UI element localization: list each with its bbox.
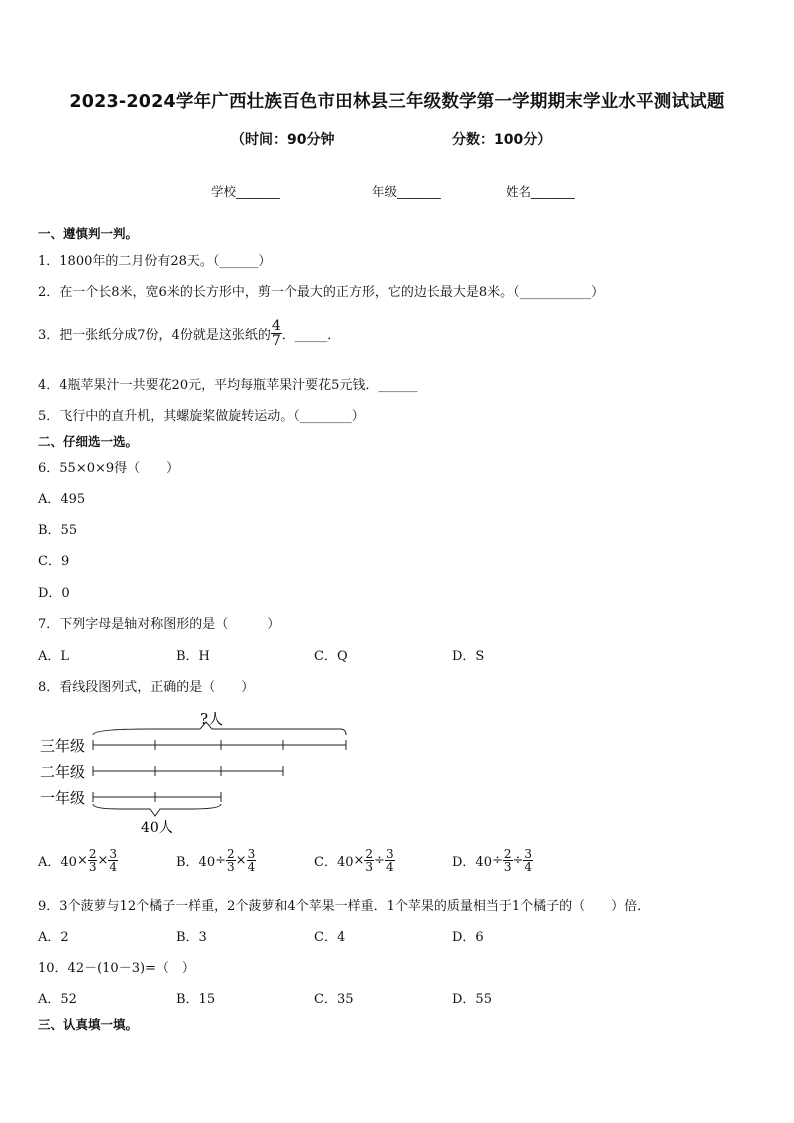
exam-time: （时间：90分钟 <box>231 132 335 148</box>
option-prefix: D．40 <box>452 855 492 870</box>
question-7-option-a: A．L <box>38 649 70 664</box>
fraction-denominator: 7 <box>271 333 281 349</box>
page-title: 2023-2024学年广西壮族百色市田林县三年级数学第一学期期末学业水平测试试题 <box>69 92 725 112</box>
fraction <box>88 848 98 873</box>
question-7-option-c: C．Q <box>314 649 348 664</box>
exam-score: 分数：100分） <box>452 132 552 148</box>
fraction <box>385 848 395 873</box>
operator: ÷ <box>512 853 524 868</box>
question-8: 8．看线段图列式，正确的是（ ） <box>38 680 255 695</box>
fraction <box>503 848 513 873</box>
operator: × <box>353 853 365 868</box>
fraction <box>247 848 257 873</box>
question-3-text: 3．把一张纸分成7份，4份就是这张纸的 <box>38 328 271 343</box>
operator: ÷ <box>374 853 385 868</box>
question-10-option-c: C．35 <box>314 992 354 1007</box>
question-9-option-c: C．4 <box>314 930 346 945</box>
name-field: 姓名_______ <box>506 184 575 199</box>
question-2: 2．在一个长8米，宽6米的长方形中，剪一个最大的正方形，它的边长最大是8米。（___________） <box>38 285 605 300</box>
bottom-brace <box>93 804 221 816</box>
fraction <box>523 848 533 873</box>
fraction-numerator: 2 <box>503 847 512 861</box>
question-5: 5．飞行中的直升机，其螺旋桨做旋转运动。（________） <box>38 409 365 424</box>
fraction <box>108 848 118 873</box>
fraction-denominator: 3 <box>503 860 512 874</box>
fraction-numerator: 4 <box>271 318 281 334</box>
question-8-option-a <box>38 848 118 873</box>
fraction-numerator: 3 <box>109 847 118 861</box>
question-7-option-d: D．S <box>452 649 485 664</box>
fraction-denominator: 4 <box>247 860 256 874</box>
fraction-numerator: 2 <box>88 847 97 861</box>
question-10-option-b: B．15 <box>176 992 216 1007</box>
question-3 <box>38 319 340 348</box>
section-1-heading: 一、遵慎判一判。 <box>38 226 139 241</box>
question-10-option-d: D．55 <box>452 992 492 1007</box>
question-3-blank: ．_____． <box>281 328 341 343</box>
fraction-denominator: 4 <box>109 860 118 874</box>
fraction-numerator: 3 <box>524 847 533 861</box>
question-8-option-d <box>452 848 533 873</box>
question-8-option-c <box>314 848 395 873</box>
question-10: 10．42－(10－3)=（ ） <box>38 961 195 976</box>
fraction-denominator: 3 <box>227 860 235 874</box>
fraction-denominator: 4 <box>524 860 533 874</box>
row-label-grade-1: 一年级 <box>40 789 86 807</box>
segment-diagram <box>0 700 400 840</box>
question-1: 1．1800年的二月份有28天。（______） <box>38 254 272 269</box>
grade-field: 年级_______ <box>372 184 441 199</box>
fraction <box>364 848 374 873</box>
fraction-denominator: 3 <box>88 860 97 874</box>
question-4: 4．4瓶苹果汁一共要花20元，平均每瓶苹果汁要花5元钱．______ <box>38 378 418 393</box>
option-prefix: B．40 <box>176 855 216 870</box>
question-6-option-a: A．495 <box>38 492 86 507</box>
question-6: 6．55×0×9得（ ） <box>38 461 180 476</box>
fraction-denominator: 4 <box>385 860 394 874</box>
section-2-heading: 二、仔细选一选。 <box>38 434 139 449</box>
fraction-numerator: 3 <box>385 847 394 861</box>
question-7: 7．下列字母是轴对称图形的是（ ） <box>38 617 281 632</box>
question-10-option-a: A．52 <box>38 992 77 1007</box>
fraction-numerator: 3 <box>247 847 256 861</box>
question-9-option-d: D．6 <box>452 930 484 945</box>
operator: × <box>76 853 88 868</box>
question-6-option-b: B．55 <box>38 523 78 538</box>
section-3-heading: 三、认真填一填。 <box>38 1017 139 1032</box>
fraction-numerator: 2 <box>365 847 374 861</box>
option-prefix: A．40 <box>38 855 77 870</box>
question-6-option-d: D．0 <box>38 586 70 601</box>
row-label-grade-2: 二年级 <box>40 763 86 781</box>
question-7-option-b: B．H <box>176 649 210 664</box>
operator: × <box>97 853 109 868</box>
fraction-denominator: 3 <box>365 860 374 874</box>
operator: ÷ <box>491 853 503 868</box>
question-9-option-a: A．2 <box>38 930 69 945</box>
known-value-label: 40人 <box>141 820 173 836</box>
question-9-option-b: B．3 <box>176 930 207 945</box>
fraction-numerator: 2 <box>227 847 235 861</box>
question-8-option-b <box>176 848 256 873</box>
fraction <box>226 848 236 873</box>
school-field: 学校_______ <box>211 184 280 199</box>
question-6-option-c: C．9 <box>38 554 70 569</box>
question-3-fraction <box>271 319 282 348</box>
question-9: 9．3个菠萝与12个橘子一样重，2个菠萝和4个苹果一样重．1个苹果的质量相当于1个橘子的（ ）倍． <box>38 899 651 914</box>
operator: ÷ <box>215 853 227 868</box>
row-label-grade-3: 三年级 <box>40 737 86 755</box>
operator: × <box>235 853 247 868</box>
option-prefix: C．40 <box>314 855 354 870</box>
total-unknown-label: ?人 <box>200 710 224 728</box>
